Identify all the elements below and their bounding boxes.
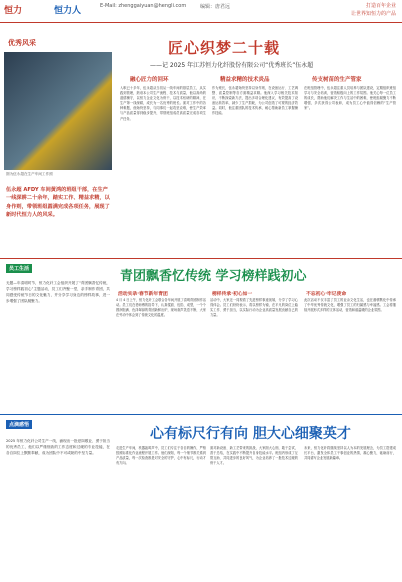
section-tag-excellence: 优秀风采 [8, 39, 36, 47]
article-1-intro: 伍永超 AFDY 车间黄鸿的班组干部，在生产一线深耕二十余年，踏实工作、精益求精，以身作则，带领班组圆满完成各项任务，展现了新时代恒力人的风采。 [6, 187, 110, 219]
masthead [0, 0, 402, 23]
col-head-2: 精益求精的技术炎品 [220, 77, 270, 83]
section-divider-1 [0, 258, 402, 259]
worker-photo [4, 52, 112, 170]
paper-logo: 恒力 [4, 6, 23, 16]
article-3-lead: 2025 年恒力化纤公司生产一线，涌现出一批爱岗敬业、勇于担当的优秀员工，他们以严谨细致的工作态度和过硬的专业技能，在各自岗位上默默奉献，成为团队中不可或缺的中坚力量。 [6, 439, 110, 455]
header-motto: 打造百年企业 让世界知恒力的产品 [350, 3, 396, 17]
article-title-1: 匠心织梦二十载 [168, 39, 281, 57]
contact-email: E-Mail: zhenggaiyuan@hengli.com [100, 3, 187, 9]
section-tag-life: 员工生活 [6, 264, 32, 273]
editor-credit: 编辑：唐君远 [200, 4, 231, 10]
col-head-1: 融心匠力的回环 [130, 77, 169, 83]
article-title-2: 青团飘香忆传统 学习榜样践初心 [120, 269, 307, 284]
article-2-col-3: 此次活动不仅丰富了员工的业余文化生活，也在潜移默化中传承了中华优秀传统文化，增强了员工的归属感与幸福感。工会将继续开展形式多样的文体活动，营造和谐温暖的企业氛围。 [304, 298, 396, 313]
section-divider-2 [0, 414, 402, 415]
article-3-col-1: 走进生产车间，机器轰鸣声中，员工们专注于各自的操作，严格按照标准化作业流程开展工作。他们深知，每一个细节都关系到产品质量，每一次检查都是对安全的守护，心中有标尺，行动才有方向。 [116, 446, 206, 466]
paper-name: 恒力人 [54, 6, 82, 16]
article-3-col-2: 面对新设备、新工艺带来的挑战，大家胆大心细，敢于尝试，善于总结，在实践中不断提升自身技能水平。班组内形成了互帮互助、共同进步的良好风气，为企业培养了一批技术过硬的骨干人才。 [210, 446, 298, 466]
article-2-sub-3: 不忘初心·牢记使命 [306, 292, 347, 297]
article-1-col-1: 入职已十多年，伍永超从当初从一线车间的基层员工，从实践到管理，熟谙本公司生产流程、技术与质量，他以高尚的道德操守，以恒力企业文化为骨干，以技术钻研的精神，在生产第一线深耕，成长为一名优秀的班长。面对工作中的各种难题，他始终坚持，与同事们一起攻坚克难，使生产效率与产品质量得到稳步提升，带领班组成员高质量完成各项生产任务。 [120, 86, 206, 121]
col-head-3: 传支树苗的生产管家 [312, 77, 362, 83]
article-3-col-3: 未来，恒力化纤将继续坚持以人为本的发展理念，为员工搭建成长平台，激发全体员工干事创业的热情，凝心聚力，砥砺前行，共同谱写企业发展新篇章。 [304, 446, 396, 461]
article-2-col-1: 4 月 4 日上午，恒力化纤工会联合各车间开展了清明青团制作活动。员工们在老师傅的指导下，认真揉面、包馅、成型，一个个圆润饱满、色泽翠绿的青团新鲜出炉，现场欢声笑语不断，大家在劳动中体会到了传统文化的温度。 [116, 298, 206, 318]
article-2-sub-2: 榜样传承·初心如一 [212, 292, 253, 297]
article-subtitle-1: ——记 2025 年江苏恒力化纤股份有限公司“优秀班长”伍永超 [150, 62, 314, 69]
article-2-col-2: 活动中，大家还一同观看了先进榜样事迹视频，分享了学习心得体会。员工们纷纷表示，将以榜样为镜，在平凡的岗位上踏实工作、勇于担当，以实际行动为企业高质量发展贡献自己的力量。 [210, 298, 298, 318]
article-title-3: 心有标尺行有向 胆大心细聚英才 [150, 426, 351, 442]
photo-caption: 图为伍永超在生产车间工作照 [6, 172, 53, 176]
article-2-sub-1: 活动实录·春节新年青团 [118, 292, 168, 297]
article-1-col-3: 在班组管理中，伍永超注重人员培养与团队建设，定期组织班组学习与安全培训，营造积极向上的工作氛围。他关心每一位员工的成长，帮助他们解决工作与生活中的困难，使班组凝聚力不断增强，多次获得公司表彰，成为员工心中值得信赖的“生产管家”。 [304, 86, 396, 111]
section-tag-insight: 点滴感悟 [6, 420, 32, 429]
article-2-lead: 无题—年清明时节，恒力化纤工会组织开展了“青团飘香忆传统，学习榜样践初心”主题活动，员工们齐聚一堂，亲手制作青团，共同感受传统节日的文化魅力，并分享学习身边的榜样故事，进一步增强了团队凝聚力。 [6, 281, 110, 303]
article-1-col-2: 作为班长，伍永超始终坚持以身作则，在设备运行、工艺调整、质量控制等各方面精益求精。他深入学习相关技术知识，不断探索新方法，提出多项合理化建议，有效提高了设备运转效率，减少了生产损耗，为公司创造了可观的经济效益。同时，他注重团队的技术传承，耐心帮助新员工掌握操作技能。 [212, 86, 298, 116]
